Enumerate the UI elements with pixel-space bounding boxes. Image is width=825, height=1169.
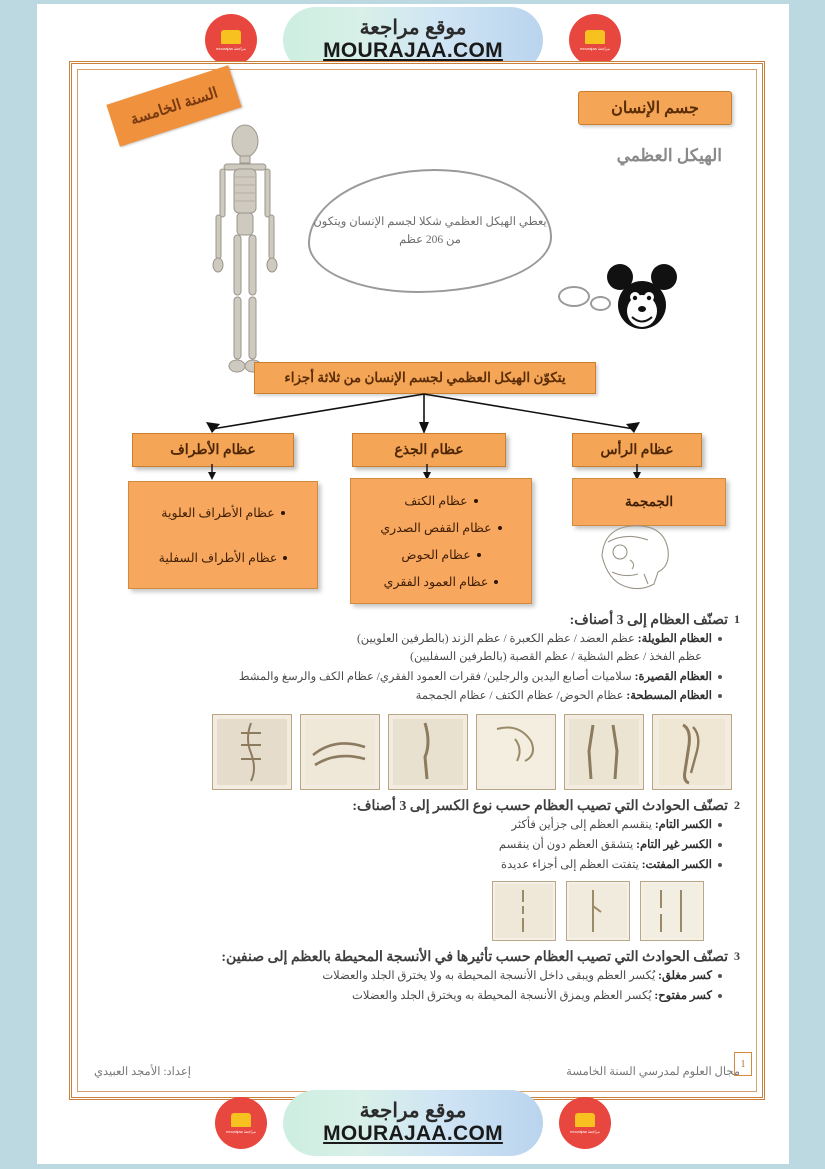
bullet-dot-icon xyxy=(477,553,481,557)
badge-caption-3: مراجعة mourajaa xyxy=(226,1128,256,1134)
list-item-label: عظام الأطراف السفلية xyxy=(158,550,278,565)
badge-book-icon-2 xyxy=(585,30,605,44)
fracture-image-complete xyxy=(640,881,704,941)
term-desc: ينقسم العظم إلى جزأين فأكثر xyxy=(511,819,652,832)
question-text: تصنّف الحوادث التي تصيب العظام حسب نوع الكسر إلى 3 أصناف: xyxy=(352,799,728,815)
list-item-label xyxy=(357,631,712,649)
question-text: تصنّف الحوادث التي تصيب العظام حسب تأثيرها في الأنسجة المحيطة بالعظم إلى صنفين: xyxy=(221,949,728,965)
term-label: الكسر المفتت: xyxy=(641,858,712,871)
list-item xyxy=(94,669,740,687)
question-number: 2 xyxy=(734,798,740,813)
list-item-label xyxy=(501,857,712,875)
bullet-dot-icon xyxy=(718,863,722,867)
sheet-footer xyxy=(94,1064,740,1078)
page-subtitle: الهيكل العظمي xyxy=(616,146,722,165)
fracture-image-partial xyxy=(566,881,630,941)
list-item xyxy=(94,688,740,706)
question-heading xyxy=(94,798,740,815)
list-item xyxy=(361,547,521,563)
question-number: 3 xyxy=(734,948,740,963)
badge-book-icon-3 xyxy=(231,1113,251,1127)
list-item-label xyxy=(322,968,712,986)
list-item xyxy=(139,550,307,566)
bone-image-leg xyxy=(388,714,468,790)
head-bones-item: الجمجمة xyxy=(572,478,726,526)
bullet-dot-icon xyxy=(498,526,502,530)
list-item xyxy=(139,505,307,521)
bullet-dot-icon xyxy=(474,499,478,503)
list-item-label: عظام الحوض xyxy=(401,547,471,562)
list-item xyxy=(94,988,740,1006)
term-desc: يُكسر العظم ويبقى داخل الأنسجة المحيطة به ولا يخترق الجلد والعضلات xyxy=(322,969,656,982)
watermark-line2: MOURAJAA.COM xyxy=(323,38,503,62)
skull-illustration xyxy=(582,516,692,596)
skeleton-illustration xyxy=(190,119,300,379)
bone-image-arm xyxy=(652,714,732,790)
document-page xyxy=(37,4,789,1164)
question-text: تصنّف العظام إلى 3 أصناف: xyxy=(569,613,728,628)
badge-caption: مراجعة mourajaa xyxy=(216,45,246,51)
bullet-dot-icon xyxy=(718,994,722,998)
mourajaa-badge-icon-2 xyxy=(571,16,619,64)
limbs-bones-list xyxy=(128,481,318,589)
fracture-image-comminuted xyxy=(492,881,556,941)
watermark-line2-2: MOURAJAA.COM xyxy=(323,1121,503,1145)
bullet-dot-icon xyxy=(718,637,722,641)
mourajaa-badge-icon xyxy=(207,16,255,64)
list-item xyxy=(94,817,740,835)
list-item xyxy=(94,837,740,855)
list-item-label xyxy=(512,817,712,835)
mourajaa-badge-icon-3 xyxy=(217,1099,265,1147)
trunk-bones-list xyxy=(350,478,532,604)
page-number: 1 xyxy=(734,1052,752,1076)
term-desc: سلاميات أصابع اليدين والرجلين/ فقرات العمود الفقري/ عظام الكف والرسغ والمشط xyxy=(238,670,632,683)
structure-banner: يتكوّن الهيكل العظمي لجسم الإنسان من ثلاثة أجزاء xyxy=(254,362,596,394)
bullet-dot-icon xyxy=(718,823,722,827)
bone-image-forearm xyxy=(300,714,380,790)
bullet-dot-icon xyxy=(718,974,722,978)
term-desc: يتفتت العظم إلى أجزاء عديدة xyxy=(501,858,639,871)
list-item xyxy=(94,631,740,649)
list-item-continuation: عظم الفخذ / عظم الشظية / عظم القصبة (بالطرفين السفليين) xyxy=(410,650,702,663)
term-label: كسر مفتوح: xyxy=(654,989,712,1002)
term-label: العظام الطويلة: xyxy=(637,633,712,645)
bone-image-legs xyxy=(564,714,644,790)
speech-bubble: يعطي الهيكل العظمي شكلا لجسم الإنسان ويتكون من 206 عظم xyxy=(308,169,552,293)
bone-image-spine xyxy=(212,714,292,790)
question-number: 1 xyxy=(734,612,740,626)
term-desc: يُكسر العظم ويمزق الأنسجة المحيطة به ويخترق الجلد والعضلات xyxy=(352,989,652,1002)
node-head-bones: عظام الرأس xyxy=(572,433,702,467)
bubble-tail-large xyxy=(558,286,590,307)
list-item-label xyxy=(239,669,712,687)
term-label: العظام المسطحة: xyxy=(626,690,712,703)
badge-book-icon-4 xyxy=(575,1113,595,1127)
watermark-pill-2 xyxy=(283,1090,543,1156)
term-desc: عظم العضد / عظم الكعبرة / عظم الزند (بالطرفين العلويين) xyxy=(356,633,635,645)
node-limbs-bones: عظام الأطراف xyxy=(132,433,294,467)
badge-caption-2: مراجعة mourajaa xyxy=(580,45,610,51)
list-item xyxy=(361,574,521,590)
footer-author: إعداد: الأمجد العبيدي xyxy=(94,1066,191,1078)
list-item xyxy=(94,968,740,986)
badge-caption-4: مراجعة mourajaa xyxy=(570,1128,600,1134)
page-title: جسم الإنسان xyxy=(578,91,732,125)
list-item-label xyxy=(416,688,712,706)
term-label: الكسر التام: xyxy=(654,819,712,832)
fracture-images-row xyxy=(94,881,740,941)
term-label: العظام القصيرة: xyxy=(634,670,712,683)
question-heading xyxy=(94,949,740,966)
content-body xyxy=(94,604,740,1005)
list-item xyxy=(361,520,521,536)
list-item-label: عظام القفص الصدري xyxy=(380,520,492,535)
footer-center: مجال العلوم لمدرسي السنة الخامسة xyxy=(566,1066,740,1078)
list-item-label: عظام الكتف xyxy=(404,493,468,508)
watermark-bottom xyxy=(37,1089,789,1157)
term-label: كسر مغلق: xyxy=(658,969,712,982)
question-heading xyxy=(94,612,740,629)
worksheet-frame xyxy=(69,61,765,1100)
mourajaa-badge-icon-4 xyxy=(561,1099,609,1147)
bone-image-shoulder xyxy=(476,714,556,790)
watermark-line1-2: موقع مراجعة xyxy=(359,1099,467,1122)
bullet-dot-icon xyxy=(283,556,287,560)
list-item-label xyxy=(352,988,712,1006)
list-item-label: عظام العمود الفقري xyxy=(383,574,489,589)
node-trunk-bones: عظام الجذع xyxy=(352,433,506,467)
term-label: الكسر غير التام: xyxy=(636,839,712,852)
bullet-dot-icon xyxy=(718,843,722,847)
watermark-line1: موقع مراجعة xyxy=(359,16,467,39)
grade-ribbon: السنة الخامسة xyxy=(106,65,241,146)
bullet-dot-icon xyxy=(718,694,722,698)
badge-book-icon xyxy=(221,30,241,44)
term-desc: عظام الحوض/ عظام الكتف / عظام الجمجمة xyxy=(415,690,624,703)
list-item-label xyxy=(499,837,712,855)
bullet-dot-icon xyxy=(281,511,285,515)
list-item-label: عظام الأطراف العلوية xyxy=(161,505,275,520)
list-item xyxy=(361,493,521,509)
term-desc: يتشقق العظم دون أن ينقسم xyxy=(498,839,634,852)
mascot-mouse-icon xyxy=(602,259,682,339)
bone-images-row xyxy=(94,714,740,790)
bullet-dot-icon xyxy=(494,580,498,584)
list-item xyxy=(94,857,740,875)
bullet-dot-icon xyxy=(718,675,722,679)
